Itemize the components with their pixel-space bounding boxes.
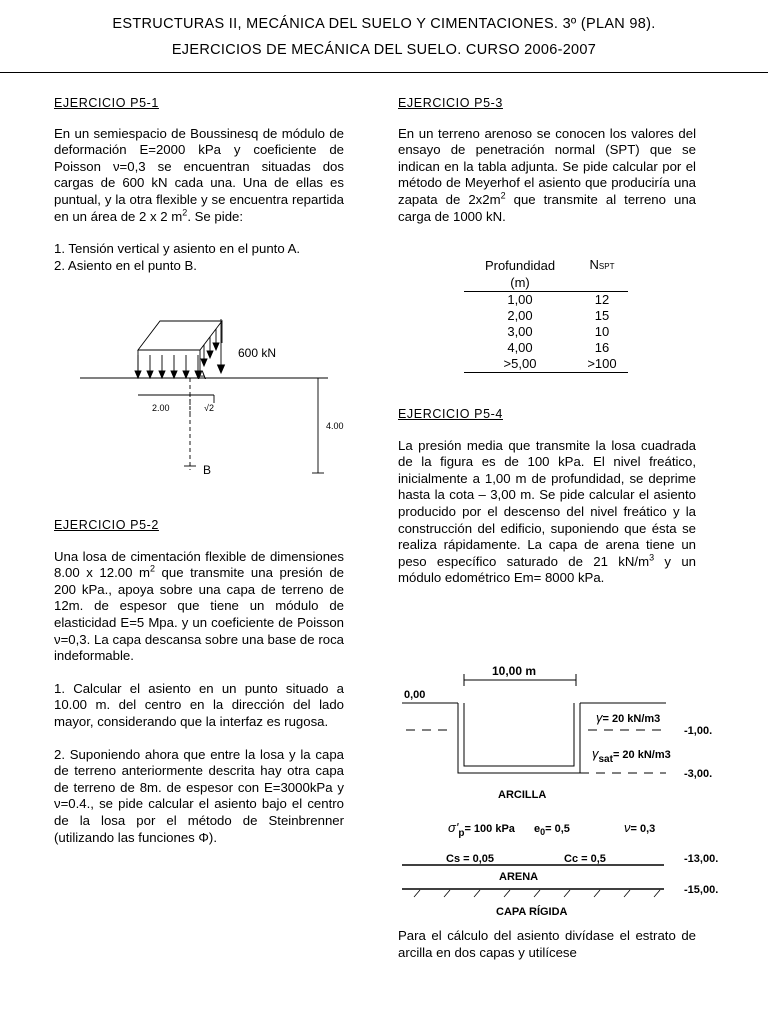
statement-text: En un terreno arenoso se conocen los valores del ensayo de penetración normal (SPT) que se indican en la tabla adjunta. Se pide calcular por el método de Meyerhof el asiento que produciría una zapata de 2x2m: [398, 125, 696, 207]
nu-symbol: ν: [624, 820, 631, 835]
level-label: 0,00: [404, 689, 426, 701]
exercise-statement: [54, 126, 344, 226]
gamma-value: = 20 kN/m3: [602, 713, 661, 725]
statement-continuation: Para el cálculo del asiento divídase el estrato de arcilla en dos capas y utilícese: [398, 928, 696, 960]
sat-subscript: sat: [598, 754, 613, 765]
statement-text: La presión media que transmite la losa cuadrada de la figura es de 100 kPa. El nivel freático, inicialmente a 1,00 m de profundidad, se deprime hasta la cota – 3,00 m. Se pide calcular el asiento producido por el descenso del nivel freático y la construcción del edificio, suponiendo que ésta se realiza rápidamente. La capa de arena tiene un peso específico saturado de 21 kN/m: [398, 437, 696, 569]
sigma-symbol: σ': [448, 820, 459, 835]
gamma-symbol: γ: [596, 710, 603, 725]
cs-label: Cs = 0,05: [446, 853, 495, 865]
exercise-title: EJERCICIO P5-4: [398, 407, 503, 421]
sigma-subscript: p: [458, 828, 465, 839]
header-line-2: EJERCICIOS DE MECÁNICA DEL SUELO. CURSO 2006-2007: [171, 42, 597, 58]
nu-value: = 0,3: [630, 823, 656, 835]
unit-weight-label: [596, 710, 660, 725]
depth-unit: (m): [510, 275, 530, 290]
rigid-layer-hatch: [414, 890, 660, 897]
table-header-row: [464, 275, 628, 292]
exercise-title: EJERCICIO P5-2: [54, 518, 159, 532]
load-label: 600 kN: [238, 346, 277, 360]
superscript: 3: [649, 552, 655, 563]
superscript: 2: [182, 207, 188, 218]
raft-foundation-figure: [398, 660, 758, 922]
exercise-p5-4-continuation: [398, 928, 696, 961]
gsat-value: = 20 kN/m3: [612, 749, 671, 761]
saturated-unit-weight-label: [592, 746, 671, 765]
question-item: 2. Asiento en el punto B.: [54, 257, 197, 273]
exercise-title: EJERCICIO P5-3: [398, 96, 503, 110]
header-subscript: SPT: [598, 262, 615, 271]
raft-outline-outer: [458, 703, 580, 773]
statement-text-end: . Se pide:: [187, 208, 244, 224]
boussinesq-load-figure: [80, 305, 360, 485]
level-label: -15,00.: [684, 884, 719, 896]
preconsolidation-label: [448, 820, 516, 839]
cc-label: Cc = 0,5: [564, 853, 606, 865]
void-ratio-label: [534, 823, 570, 837]
spt-header: [576, 257, 628, 275]
table-row: [464, 340, 628, 356]
point-a-label: A: [198, 368, 207, 382]
statement-text: En un semiespacio de Boussinesq de módulo de deformación E=2000 kPa y coeficiente de Poisson ν=0,3 se encuentran situadas dos cargas de 600 kN cada una. Una de ellas es puntual, y la otra flexible y se encuentra repartida en un área de 2 x 2 m: [54, 125, 344, 224]
exercise-p5-4: [398, 406, 696, 587]
table-body: [464, 292, 628, 373]
statement-text: Una losa de cimentación flexible de dimensiones 8.00 x 12.00 m: [54, 548, 344, 581]
offset-dimension-label: √2: [204, 403, 214, 413]
header-text: Profundidad: [484, 258, 556, 273]
depth-header: [464, 257, 576, 275]
exercise-statement: [398, 438, 696, 587]
e0-subscript: 0: [540, 827, 546, 837]
clay-label: ARCILLA: [498, 789, 547, 801]
table-header-row: [464, 257, 628, 275]
rigid-layer-label: CAPA RÍGIDA: [496, 906, 568, 918]
question-paragraph: 2. Suponiendo ahora que entre la losa y la capa de terreno anteriormente descrita hay otra capa de terreno de 8m. de espesor con E=3000kPa y ν=0.4., se pide calcular el asiento bajo el centro de la losa por el método de Steinbrenner (utilizando las funciones Φ).: [54, 746, 344, 845]
raft-outline-inner: [464, 703, 574, 766]
spt-cell: >100: [587, 356, 617, 371]
question-list: [54, 241, 344, 274]
spt-cell: 15: [594, 308, 610, 323]
point-b-label: B: [203, 463, 212, 477]
question-item: 1. Tensión vertical y asiento en el punto A.: [54, 241, 301, 257]
spt-cell: 10: [594, 324, 610, 339]
depth-cell: 2,00: [507, 308, 533, 323]
sigma-value: = 100 kPa: [464, 823, 515, 835]
table-row: [464, 356, 628, 373]
superscript: 2: [500, 190, 506, 201]
depth-cell: 1,00: [507, 292, 533, 307]
question-paragraph: 1. Calcular el asiento en un punto situado a 10.00 m. del centro en la dirección del lado mayor, considerando que la interfaz es rugosa.: [54, 680, 344, 729]
header-rule: [0, 72, 768, 73]
level-label: -13,00.: [684, 853, 719, 865]
level-label: -3,00.: [684, 768, 713, 780]
width-dimension-label: 2.00: [152, 403, 170, 413]
spt-cell: 16: [594, 340, 610, 355]
e0-symbol: e: [534, 823, 541, 835]
exercise-statement: [54, 549, 344, 665]
table-row: [464, 308, 628, 324]
statement-text-end: que transmite al terreno una carga de 1000 kN.: [398, 191, 696, 224]
load-block-top: [138, 321, 222, 350]
depth-dimension-label: 4.00: [326, 421, 344, 431]
sand-label: ARENA: [499, 871, 539, 883]
header-text: N: [589, 257, 599, 272]
width-label: 10,00 m: [492, 664, 537, 678]
spt-cell: 12: [594, 292, 610, 307]
statement-text-end: que transmite una presión de 200 kPa., apoya sobre una capa de terreno de 12m. de espesor que tiene un módulo de elasticidad E=5 Mpa. y un coeficiente de Poisson ν=0,3. La capa descansa sobre una base de roca indeformable.: [54, 565, 344, 664]
spt-table: [464, 257, 628, 373]
e0-value: = 0,5: [545, 823, 570, 835]
level-label: -1,00.: [684, 725, 713, 737]
exercise-p5-1: [54, 95, 344, 274]
depth-cell: 4,00: [507, 340, 533, 355]
statement-text-end: y un módulo edométrico Em= 8000 kPa.: [398, 553, 697, 586]
depth-cell: >5,00: [503, 356, 537, 371]
gamma-symbol: γ: [592, 746, 599, 761]
superscript: 2: [149, 563, 155, 574]
poisson-label: [624, 820, 655, 835]
exercise-p5-3: [398, 95, 696, 225]
empty-cell: [576, 275, 628, 292]
depth-cell: 3,00: [507, 324, 533, 339]
exercise-title: EJERCICIO P5-1: [54, 96, 159, 110]
header-line-1: ESTRUCTURAS II, MECÁNICA DEL SUELO Y CIMENTACIONES. 3º (PLAN 98).: [112, 16, 656, 32]
exercise-statement: [398, 126, 696, 226]
table-row: [464, 324, 628, 340]
exercise-p5-2: [54, 517, 344, 846]
table-row: [464, 292, 628, 309]
